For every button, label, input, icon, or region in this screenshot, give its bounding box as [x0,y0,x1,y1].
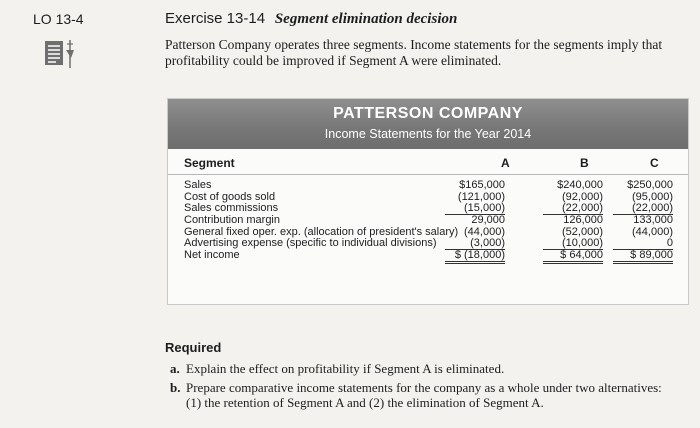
cell-c: $ 89,000 [613,249,673,264]
table-row [168,202,688,214]
column-header-a: A [501,156,510,170]
required-heading: Required [165,340,222,355]
requirement-b-text: Prepare comparative income statements for the company as a whole under two alternatives: [186,380,662,395]
column-header-b: B [580,156,589,170]
company-name: PATTERSON COMPANY [333,105,523,122]
table-header-banner [168,99,688,149]
cell-b: $ 64,000 [543,249,603,264]
table-row [168,191,688,203]
requirement-b-continuation: (1) the retention of Segment A and (2) the elimination of Segment A. [186,395,544,410]
table-row [168,237,688,249]
requirement-b-letter: b. [170,380,181,395]
requirement-a-text: Explain the effect on profitability if Segment A is eliminated. [186,361,505,376]
row-label: Contribution margin [184,214,280,227]
cell-a: $165,000 [459,179,505,191]
column-header-segment: Segment [184,156,235,170]
cell-a: 29,000 [471,214,505,227]
cell-b: (22,000) [543,202,603,215]
lo-label: LO 13-4 [33,11,84,27]
cell-c: $250,000 [627,179,673,191]
table-body [168,179,688,261]
column-header-row [168,150,688,175]
requirement-b [170,380,698,410]
cell-a: (3,000) [445,237,505,250]
cell-b: 126,000 [563,214,603,227]
cell-c: (95,000) [632,190,673,203]
table-row [168,179,688,191]
cell-a: (44,000) [464,225,505,238]
table-row [168,226,688,238]
cell-c: 133,000 [633,214,673,227]
table-row [168,249,688,261]
exercise-number: Exercise 13-14 [165,10,266,27]
row-label: General fixed oper. exp. (allocation of president's salary) [184,225,459,238]
cell-a: $ (18,000) [445,249,505,264]
cell-c: 0 [613,237,673,250]
cell-b: $240,000 [557,179,603,191]
intro-paragraph: Patterson Company operates three segments. Income statements for the segments imply that profitability could be improved if Segment A were eliminated. [165,37,663,68]
income-statement-table [167,98,689,305]
column-header-c: C [650,156,659,170]
cell-b: (52,000) [562,225,603,238]
exercise-subtitle: Segment elimination decision [274,11,458,27]
exercise-title [165,10,457,28]
row-label: Advertising expense (specific to individual divisions) [184,237,437,250]
requirement-a [170,361,695,376]
row-label: Sales [184,179,212,191]
cell-a: (121,000) [457,190,505,203]
requirement-a-letter: a. [170,361,180,376]
table-row [168,214,688,226]
document-icon[interactable] [44,38,78,70]
cell-a: (15,000) [445,202,505,215]
cell-c: (44,000) [632,225,673,238]
cell-b: (10,000) [543,237,603,250]
cell-b: (92,000) [562,190,603,203]
row-label: Sales commissions [184,202,279,215]
cell-c: (22,000) [613,202,673,215]
row-label: Cost of goods sold [184,190,276,203]
row-label: Net income [184,249,240,262]
statement-title: Income Statements for the Year 2014 [324,127,532,141]
